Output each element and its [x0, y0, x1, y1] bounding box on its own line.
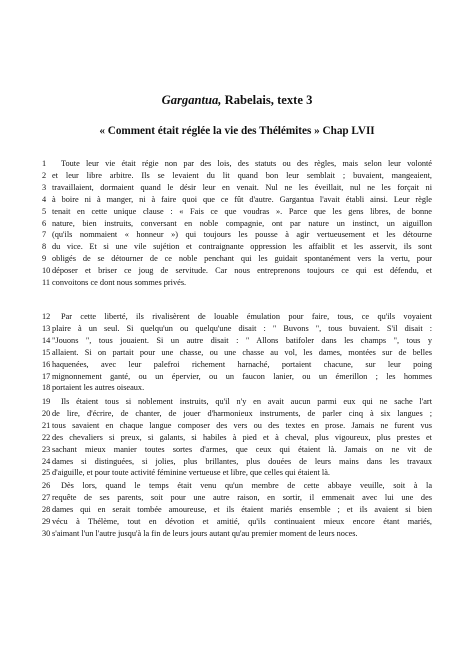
text-line	[0, 444, 474, 456]
line-number: 20	[42, 408, 51, 418]
text-line	[0, 516, 474, 528]
line-text: Ils étaient tous si noblement instruits, qu'il n'y en avait aucun parmi eux qui ne sache l'art	[61, 397, 432, 406]
text-line	[0, 504, 474, 516]
line-text: plaire à un seul. Si quelqu'un ou quelqu'une disait : " Buvons ", tous buvaient. S'il disait :	[52, 323, 432, 333]
line-number: 15	[42, 347, 51, 357]
line-number: 11	[42, 278, 50, 287]
document-title	[0, 93, 474, 108]
line-text: vécu à Thélème, tout en dévotion et amitié, qu'ils continuaient mieux encore étant mariés,	[52, 516, 432, 526]
line-number: 18	[42, 383, 51, 393]
line-text: haquenées, avec leur palefroi richement harnaché, portaient chacune, sur leur poing	[52, 359, 432, 369]
line-text: Par cette liberté, ils rivalisèrent de louable émulation pour faire, tous, ce qu'ils voyaient	[61, 312, 432, 321]
text-line	[0, 408, 474, 420]
line-number: 29	[42, 516, 51, 526]
text-line	[0, 528, 474, 540]
line-number: 10	[42, 266, 51, 276]
text-line	[0, 480, 474, 492]
line-number: 5	[42, 206, 47, 216]
line-text: s'aimant l'un l'autre jusqu'à la fin de leurs jours autant qu'au premier moment de leurs noces.	[52, 528, 358, 538]
text-line	[0, 335, 474, 347]
line-text: (qu'ils nommaient « honneur ») qui toujours les pousse à agir vertueusement et les détourne	[52, 230, 432, 240]
text-line	[0, 265, 474, 277]
text-line	[0, 158, 474, 170]
line-text: et leur libre arbitre. Ils se levaient du lit quand bon leur semblait ; buvaient, mangeaient,	[52, 170, 432, 180]
line-text: mignonnement ganté, ou un épervier, ou un faucon lanier, ou un émerillon ; les hommes	[52, 371, 432, 381]
line-text: d'aiguille, et pour toute activité féminine vertueuse et libre, que celles qui étaient là.	[52, 468, 330, 478]
author-and-text-number: Rabelais, texte 3	[221, 93, 313, 107]
text-line	[0, 492, 474, 504]
line-number: 21	[42, 420, 51, 430]
text-line	[0, 311, 474, 323]
line-text: sachant mieux manier toutes sortes d'armes, que ceux qui étaient là. Jamais on ne vit de	[52, 444, 432, 454]
text-line	[0, 420, 474, 432]
line-number: 24	[42, 456, 51, 466]
line-number: 2	[42, 170, 47, 180]
line-text: de lire, d'écrire, de chanter, de jouer d'harmonieux instruments, de parler cinq à six langues ;	[52, 408, 432, 418]
text-line	[0, 467, 474, 479]
text-line	[0, 432, 474, 444]
line-number: 17	[42, 371, 51, 381]
line-number: 19	[42, 397, 51, 406]
text-line	[0, 456, 474, 468]
line-text: à boire ni à manger, ni à faire quoi que ce fût d'autre. Gargantua l'avait établi ainsi. Leur règle	[52, 194, 432, 204]
text-line	[0, 382, 474, 394]
line-text: tous savaient en chaque langue composer des vers ou des textes en prose. Jamais ne furent vus	[52, 420, 432, 430]
text-line	[0, 323, 474, 335]
text-line	[0, 347, 474, 359]
text-line	[0, 359, 474, 371]
line-number: 9	[42, 254, 47, 264]
line-number: 8	[42, 242, 47, 252]
line-number: 7	[42, 230, 47, 240]
line-number: 4	[42, 194, 47, 204]
line-number: 14	[42, 335, 51, 345]
line-text: allaient. Si on partait pour une chasse, ou une chasse au vol, les dames, montées sur de belles	[52, 347, 432, 357]
text-line	[0, 277, 474, 289]
text-line	[0, 396, 474, 408]
line-text: tenait en cette unique clause : « Fais ce que voudras ». Parce que les gens libres, de bonne	[52, 206, 432, 216]
line-number: 13	[42, 323, 51, 333]
line-number: 26	[42, 481, 51, 490]
text-line	[0, 241, 474, 253]
chapter-subtitle: « Comment était réglée la vie des Thélémites » Chap LVII	[99, 125, 375, 137]
line-text: du vice. Et si une vile sujétion et contraignante oppression les affaiblit et les asservit, ils sont	[52, 242, 432, 252]
line-text: convoitons ce dont nous sommes privés.	[52, 278, 187, 287]
line-text: travaillaient, dormaient quand le désir leur en venait. Nul ne les éveillait, nul ne les forçait ni	[52, 182, 432, 192]
line-text: dames qui en serait tombée amoureuse, et ils étaient mariés ensemble ; et ils avaient si bien	[52, 504, 432, 514]
line-text: dames si distinguées, si jolies, plus brillantes, plus douées de leurs mains dans les travaux	[52, 456, 432, 466]
text-line	[0, 229, 474, 241]
text-line	[0, 194, 474, 206]
line-number: 6	[42, 218, 47, 228]
line-number: 22	[42, 432, 51, 442]
line-number: 27	[42, 492, 51, 502]
line-text: déposer et briser ce joug de servitude. Car nous entreprenons toujours ce qui est défendu, et	[52, 266, 432, 276]
line-text: Dès lors, quand le temps était venu qu'un membre de cette abbaye veuille, soit à la	[61, 481, 432, 490]
line-text: "Jouons ", tous jouaient. Si un autre disait : " Allons batifoler dans les champs ", tous y	[52, 335, 432, 345]
line-number: 30	[42, 528, 51, 538]
text-line	[0, 218, 474, 230]
line-number: 28	[42, 504, 51, 514]
text-line	[0, 371, 474, 383]
text-line	[0, 206, 474, 218]
line-number: 25	[42, 468, 51, 478]
text-line	[0, 182, 474, 194]
line-text: portaient les autres oiseaux.	[52, 383, 145, 393]
text-line	[0, 253, 474, 265]
line-number: 23	[42, 444, 51, 454]
line-number: 1	[42, 159, 47, 168]
line-number: 12	[42, 312, 51, 321]
line-text: nature, bien instruits, conversant en noble compagnie, ont par nature un instinct, un aiguillon	[52, 218, 432, 228]
line-text: des chevaliers si preux, si galants, si habiles à pied et à cheval, plus vigoureux, plus prestes et	[52, 432, 432, 442]
line-text: requête de ses parents, soit pour une autre raison, en sortir, il emmenait avec lui une des	[52, 492, 432, 502]
line-text: obligés de se détourner de ce noble penchant qui les guidait spontanément vers la vertu, pour	[52, 254, 432, 264]
line-text: Toute leur vie était régie non par des lois, des statuts ou des règles, mais selon leur volonté	[61, 159, 432, 168]
text-line	[0, 170, 474, 182]
line-number: 16	[42, 359, 51, 369]
work-title: Gargantua,	[161, 93, 222, 107]
line-number: 3	[42, 182, 47, 192]
